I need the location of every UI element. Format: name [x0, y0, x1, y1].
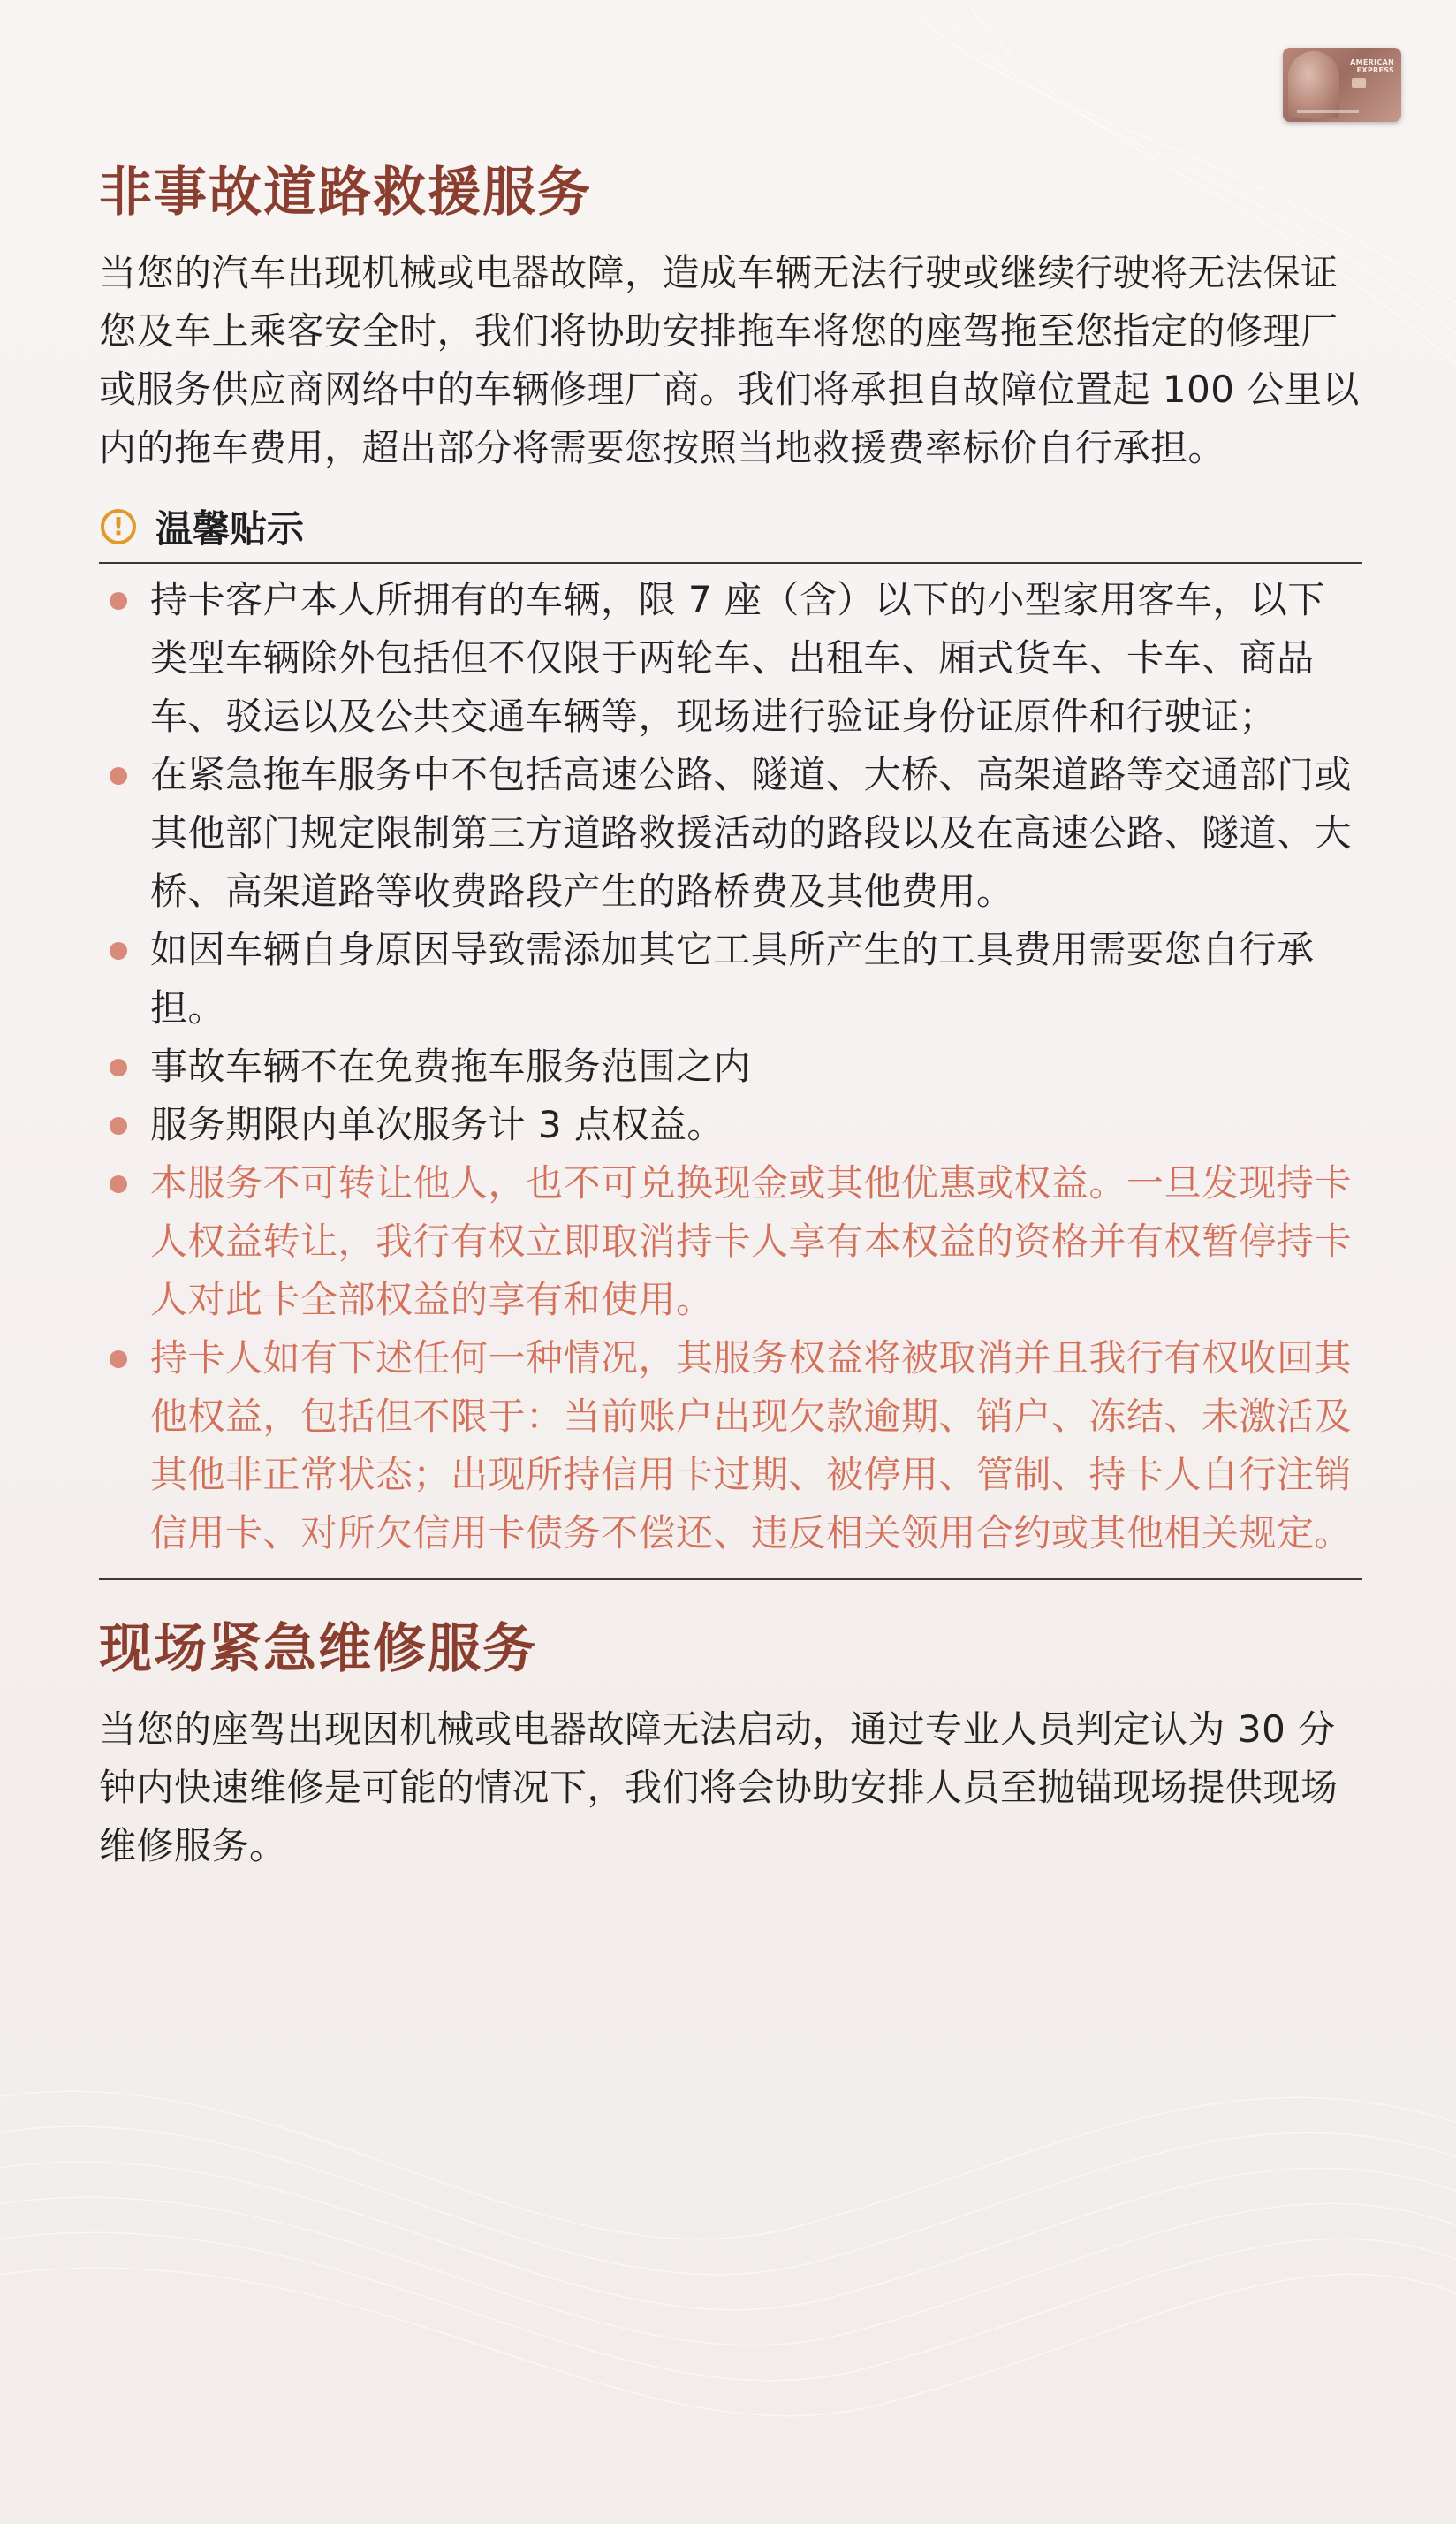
- bullet-dot-icon: [110, 1117, 127, 1135]
- divider-top: [99, 562, 1362, 564]
- tip-item: 服务期限内单次服务计 3 点权益。: [99, 1096, 1362, 1154]
- tips-header: [99, 502, 1362, 551]
- tips-title: 温馨贴示: [155, 507, 305, 551]
- tip-item-highlighted: 本服务不可转让他人，也不可兑换现金或其他优惠或权益。一旦发现持卡人权益转让，我行有权立即取消持卡人享有本权益的资格并有权暂停持卡人对此卡全部权益的享有和使用。: [99, 1154, 1362, 1329]
- section-description-onsite-repair: 当您的座驾出现因机械或电器故障无法启动，通过专业人员判定认为 30 分钟内快速维修是可能的情况下，我们将会协助安排人员至抛锚现场提供现场维修服务。: [99, 1707, 1338, 1867]
- bullet-dot-icon: [110, 1350, 127, 1368]
- bullet-dot-icon: [110, 592, 127, 610]
- tip-item: 如因车辆自身原因导致需添加其它工具所产生的工具费用需要您自行承担。: [99, 921, 1362, 1038]
- card-stripe: [1297, 110, 1359, 113]
- divider-bottom: [99, 1578, 1362, 1580]
- bullet-dot-icon: [110, 1175, 127, 1193]
- section-title-onsite-repair: 现场紧急维修服务: [99, 1618, 537, 1680]
- bullet-dot-icon: [110, 767, 127, 785]
- tips-list: [99, 571, 1362, 1562]
- main-content: [99, 157, 1362, 1875]
- credit-card-thumbnail: [1283, 48, 1401, 122]
- card-brand-text: AMERICAN EXPRESS: [1350, 58, 1394, 74]
- tip-item: 持卡客户本人所拥有的车辆，限 7 座（含）以下的小型家用客车，以下类型车辆除外包括但不仅限于两轮车、出租车、厢式货车、卡车、商品车、驳运以及公共交通车辆等，现场进行验证身份证原件和行驶证；: [99, 571, 1362, 746]
- exclamation-circle-icon: !: [101, 509, 136, 544]
- section-title-roadside-assistance: 非事故道路救援服务: [99, 162, 592, 224]
- tip-item-highlighted: 持卡人如有下述任何一种情况，其服务权益将被取消并且我行有权收回其他权益，包括但不限于：当前账户出现欠款逾期、销户、冻结、未激活及其他非正常状态；出现所持信用卡过期、被停用、管制、持卡人自行注销信用卡、对所欠信用卡债务不偿还、违反相关领用合约或其他相关规定。: [99, 1329, 1362, 1562]
- bullet-dot-icon: [110, 942, 127, 960]
- bullet-dot-icon: [110, 1059, 127, 1076]
- card-portrait-graphic: [1288, 51, 1339, 118]
- card-chip-icon: [1352, 78, 1366, 88]
- tip-item: 在紧急拖车服务中不包括高速公路、隧道、大桥、高架道路等交通部门或其他部门规定限制第三方道路救援活动的路段以及在高速公路、隧道、大桥、高架道路等收费路段产生的路桥费及其他费用。: [99, 746, 1362, 921]
- section-description-roadside-assistance: 当您的汽车出现机械或电器故障，造成车辆无法行驶或继续行驶将无法保证您及车上乘客安全时，我们将协助安排拖车将您的座驾拖至您指定的修理厂或服务供应商网络中的车辆修理厂商。我们将承担自故障位置起 100 公里以内的拖车费用，超出部分将需要您按照当地救援费率标价自行承担。: [99, 251, 1360, 469]
- tip-item: 事故车辆不在免费拖车服务范围之内: [99, 1038, 1362, 1096]
